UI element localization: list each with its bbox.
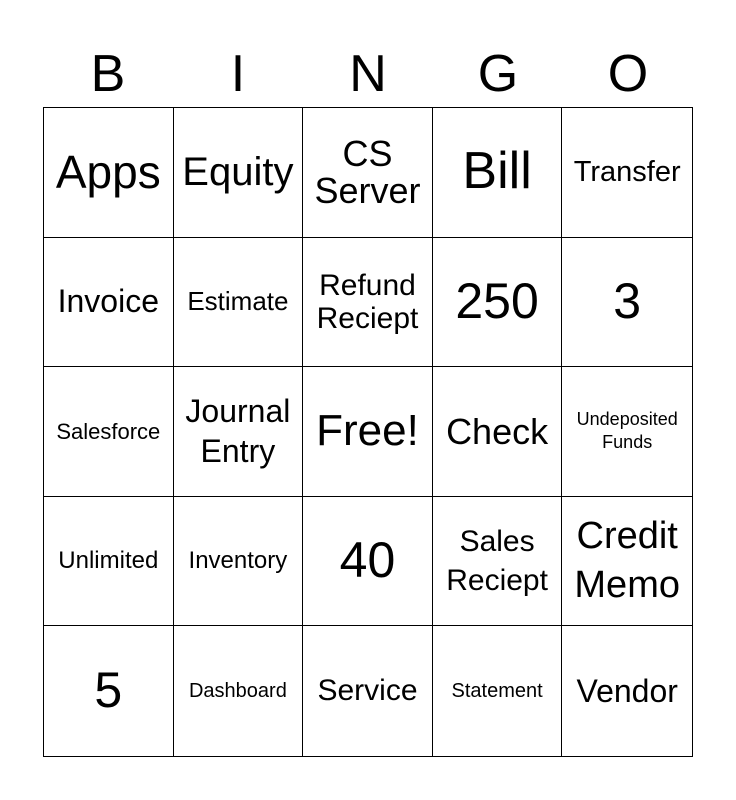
bingo-cell-r4-c4[interactable] [433, 497, 563, 627]
bingo-cell-r5-c1[interactable] [44, 626, 174, 756]
bingo-cell-r2-c5[interactable] [562, 238, 692, 368]
bingo-cell-r1-c1[interactable] [44, 108, 174, 238]
bingo-cell-r5-c3[interactable] [303, 626, 433, 756]
bingo-header [43, 42, 693, 106]
cell-label: 40 [339, 532, 396, 589]
cell-label: Vendor [576, 672, 678, 709]
bingo-cell-r2-c1[interactable] [44, 238, 174, 368]
bingo-cell-r5-c4[interactable] [433, 626, 563, 756]
bingo-cell-r2-c4[interactable] [433, 238, 563, 368]
bingo-cell-r5-c5[interactable] [562, 626, 692, 756]
cell-label: Credit Memo [574, 514, 680, 607]
header-letter-n: N [349, 45, 387, 103]
cell-label: Dashboard [188, 679, 287, 702]
cell-label: Sales Reciept [446, 525, 548, 598]
cell-label: 5 [94, 662, 123, 719]
bingo-cell-r3-c3[interactable] [303, 367, 433, 497]
bingo-cell-r3-c5[interactable] [562, 367, 692, 497]
cell-label: Bill [462, 142, 532, 201]
bingo-cell-r3-c2[interactable] [174, 367, 304, 497]
bingo-cell-r1-c5[interactable] [562, 108, 692, 238]
cell-label: Journal Entry [185, 393, 291, 470]
cell-label: 3 [613, 273, 642, 330]
header-letter-i: I [230, 45, 246, 103]
bingo-cell-r1-c4[interactable] [433, 108, 563, 238]
bingo-cell-r4-c5[interactable] [562, 497, 692, 627]
bingo-cell-r4-c1[interactable] [44, 497, 174, 627]
header-letter-g: G [477, 45, 519, 103]
bingo-cell-r5-c2[interactable] [174, 626, 304, 756]
cell-label: Statement [451, 679, 543, 702]
bingo-cell-r4-c2[interactable] [174, 497, 304, 627]
bingo-cell-r3-c4[interactable] [433, 367, 563, 497]
free-space-label: Free! [316, 406, 419, 456]
bingo-cell-r4-c3[interactable] [303, 497, 433, 627]
cell-label: Apps [55, 145, 161, 198]
cell-label: CS Server [314, 132, 421, 212]
cell-label: Unlimited [58, 547, 159, 575]
bingo-cell-r3-c1[interactable] [44, 367, 174, 497]
bingo-cell-r1-c3[interactable] [303, 108, 433, 238]
cell-label: Equity [182, 150, 294, 195]
header-letter-b: B [90, 45, 126, 103]
cell-label: Undeposited Funds [576, 409, 678, 453]
cell-label: 250 [455, 273, 539, 330]
cell-label: Salesforce [56, 418, 161, 444]
bingo-cell-r1-c2[interactable] [174, 108, 304, 238]
cell-label: Invoice [57, 283, 159, 320]
cell-label: Inventory [188, 547, 288, 575]
cell-label: Refund Reciept [316, 268, 419, 335]
cell-label: Check [446, 410, 549, 452]
bingo-board [43, 107, 693, 757]
bingo-cell-r2-c3[interactable] [303, 238, 433, 368]
cell-label: Estimate [187, 286, 289, 317]
cell-label: Transfer [573, 155, 681, 188]
bingo-cell-r2-c2[interactable] [174, 238, 304, 368]
header-letter-o: O [607, 45, 649, 103]
cell-label: Service [317, 674, 418, 708]
